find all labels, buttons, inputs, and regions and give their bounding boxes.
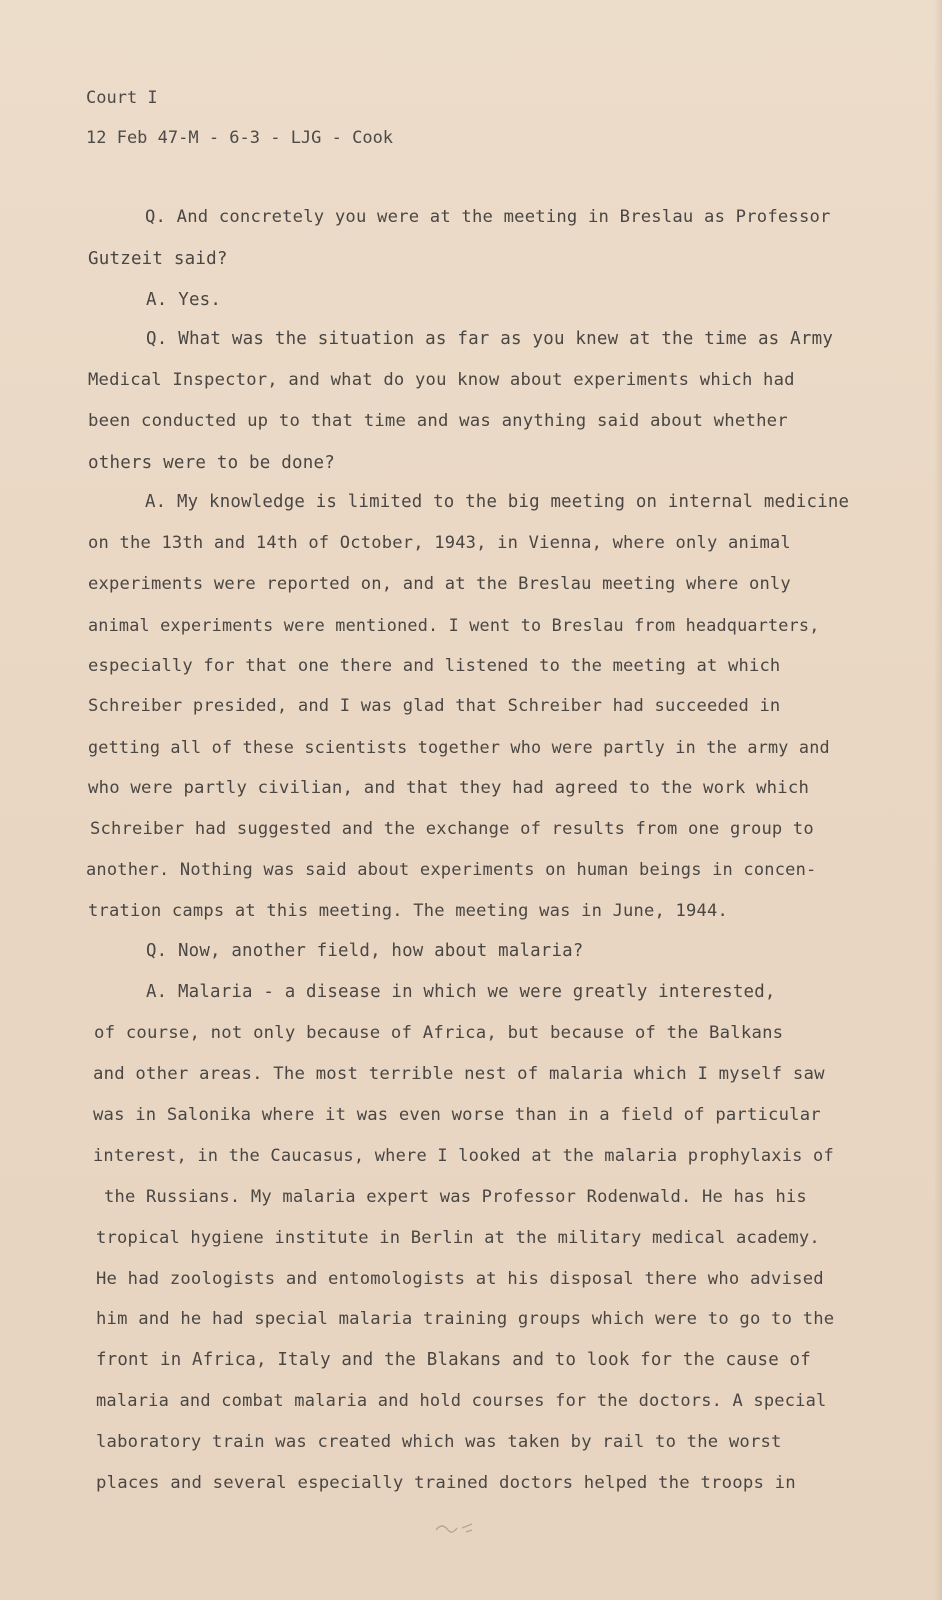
transcript-line: He had zoologists and entomologists at his disposal there who advised — [96, 1269, 824, 1289]
transcript-line: interest, in the Caucasus, where I looked at the malaria prophylaxis of — [93, 1146, 834, 1166]
transcript-line: and other areas. The most terrible nest of malaria which I myself saw — [93, 1064, 825, 1084]
transcript-line: tropical hygiene institute in Berlin at the military medical academy. — [96, 1228, 820, 1248]
transcript-line: others were to be done? — [88, 453, 335, 473]
transcript-line: tration camps at this meeting. The meeting was in June, 1944. — [88, 901, 728, 921]
session-line: 12 Feb 47-M - 6-3 - LJG - Cook — [86, 128, 394, 148]
transcript-line: Gutzeit said? — [88, 249, 228, 269]
transcript-line: another. Nothing was said about experiments on human beings in concen- — [86, 860, 817, 880]
transcript-line: front in Africa, Italy and the Blakans and to look for the cause of — [96, 1350, 811, 1370]
transcript-line: him and he had special malaria training groups which were to go to the — [96, 1309, 835, 1329]
transcript-line: Q. Now, another field, how about malaria? — [146, 941, 584, 961]
transcript-line: malaria and combat malaria and hold courses for the doctors. A special — [96, 1391, 827, 1411]
transcript-line: was in Salonika where it was even worse than in a field of particular — [93, 1105, 821, 1125]
transcript-line: of course, not only because of Africa, but because of the Balkans — [94, 1023, 784, 1043]
transcript-line: especially for that one there and listened to the meeting at which — [88, 656, 781, 676]
transcript-line: Medical Inspector, and what do you know about experiments which had — [88, 370, 795, 390]
faint-smudge-mark — [432, 1518, 482, 1538]
transcript-line: been conducted up to that time and was anything said about whether — [88, 411, 788, 431]
transcript-line: who were partly civilian, and that they had agreed to the work which — [88, 778, 810, 798]
court-label: Court I — [86, 88, 158, 108]
transcript-line: Schreiber presided, and I was glad that Schreiber had succeeded in — [88, 696, 781, 716]
transcript-line: Q. And concretely you were at the meeting in Breslau as Professor — [145, 207, 831, 227]
transcript-line: experiments were reported on, and at the Breslau meeting where only — [88, 574, 791, 594]
transcript-line: the Russians. My malaria expert was Professor Rodenwald. He has his — [104, 1187, 807, 1207]
transcript-line: A. Yes. — [146, 290, 222, 310]
transcript-line: Schreiber had suggested and the exchange of results from one group to — [90, 819, 814, 839]
transcript-line: places and several especially trained doctors helped the troops in — [96, 1473, 796, 1493]
transcript-line: getting all of these scientists together who were partly in the army and — [88, 737, 830, 757]
transcript-line: A. Malaria - a disease in which we were greatly interested, — [146, 982, 776, 1002]
transcript-line: laboratory train was created which was taken by rail to the worst — [96, 1432, 782, 1452]
transcript-line: A. My knowledge is limited to the big meeting on internal medicine — [145, 492, 850, 512]
transcript-line: on the 13th and 14th of October, 1943, in Vienna, where only animal — [88, 533, 791, 553]
transcript-line: animal experiments were mentioned. I went to Breslau from headquarters, — [88, 615, 820, 635]
transcript-line: Q. What was the situation as far as you knew at the time as Army — [146, 329, 834, 349]
